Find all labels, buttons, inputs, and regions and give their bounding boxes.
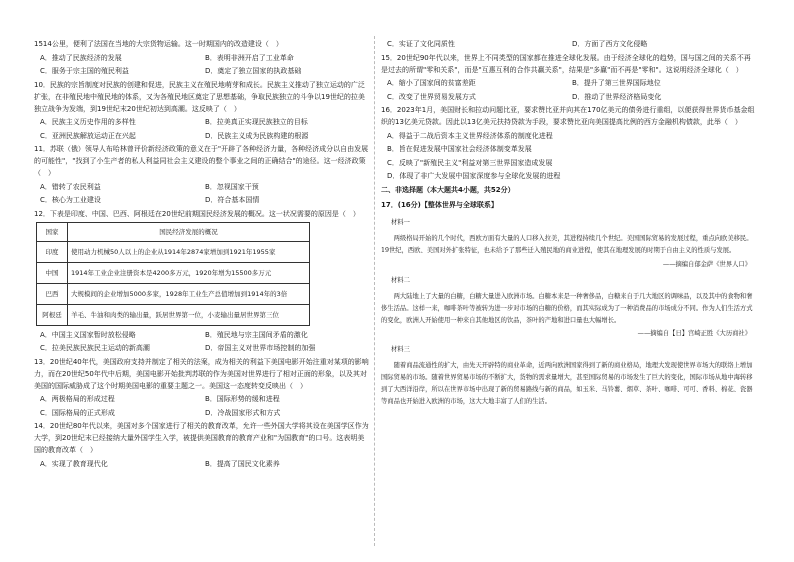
q12-option-a: A．中国主义国家暂时放松侵略	[40, 330, 136, 339]
q14-option-d: D．方面了西方文化侵略	[572, 40, 648, 48]
q16-stem: 16．2023年1月，美国财长和拉动问题比亚，要求赞比亚并向其在170亿美元的债务进行重组，以便获得世界货币基金组织的13亿美元贷款。因此以13亿美元扶持贷款为手段，要求赞比亚向美国提高比例的西方金融机构债款，此举（ ）	[381, 106, 755, 126]
q12-option-d: D．帝国主义对世界市场控制的加强	[205, 344, 316, 352]
section-heading: 二、非选择题（本大题共4小题，共52分）	[381, 186, 515, 194]
q10-option-c: C．亚洲民族解放运动正在兴起	[40, 131, 136, 140]
q15-options-row1	[381, 77, 757, 89]
q13-option-a: A．两极格局的形成过程	[40, 395, 115, 403]
material-1-text: 两级格局开始的几个时代，西欧方面有大量的人口移入拉美，其进程持续几个世纪。美国国际贸易的发展过程，重点向欧美移民。19世纪，西欧、美国对外扩张特征，也未给予了那些迁入殖民地的商业进程，使其在地理发展的时期于自由主义的性质与发展。	[381, 235, 753, 254]
column-divider	[374, 36, 375, 546]
q11-option-b: B．忽视国家干预	[205, 182, 259, 191]
q12-options-row2	[34, 342, 370, 354]
q11-options-row2	[34, 194, 370, 206]
table-cell-country: 阿根廷	[37, 304, 68, 325]
material-2-text: 两大陆地上了大量的白糖，白糖大量进入欧洲市场。白糖本来是一种奢侈品，白糖来自于几大地区的调味品，以及其中的食物和奢侈生活品。这样一来，咖啡茶叶等被转为进一步对市场的白糖的价格，而其实际成为了一种消费品的市场成分不同。作为人们生活方式的变化，欧洲人开始使用一种来自其他地区的饮品，茶叶的产地和进口量也大幅增长。	[381, 292, 753, 324]
q15-options-row2	[381, 91, 757, 103]
table-cell-overview: 使用动力机械50人以上的企业从1914年2874家增加到1921年1955家	[68, 241, 310, 262]
q9-options-row2	[34, 65, 370, 77]
q10-option-d: D．民族主义成为民族构建的根源	[205, 131, 309, 140]
q9-option-c: C．服务于宗主国的殖民利益	[40, 67, 129, 75]
q12-stem: 12．下表是印度、中国、巴西、阿根廷在20世纪前期国民经济发展的概况。这一状况需要的原因是（ ）	[34, 209, 360, 218]
q17-title: 17．(16分)【整体世界与全球联系】	[381, 201, 498, 209]
table-cell-country: 中国	[37, 262, 68, 283]
q15-option-a: A．缩小了国家间的贫富差距	[387, 79, 476, 87]
q12-option-b: B．殖民地与宗主国间矛盾的激化	[205, 330, 308, 339]
q11-option-a: A．错转了农民利益	[40, 182, 101, 191]
q13-options-row1	[34, 393, 370, 405]
table-header-row	[37, 222, 310, 241]
q15-option-c: C．改变了世界贸易发展方式	[387, 92, 476, 101]
material-1-citation: ——摘编自郁金萨《世界人口》	[662, 260, 751, 268]
q13-option-b: B．国际形势的缓和进程	[205, 395, 280, 403]
table-cell-overview: 羊毛、牛油和肉类的输出量，跃居世界第一位，小麦输出量居世界第三位	[68, 304, 310, 325]
table-cell-country: 巴西	[37, 283, 68, 304]
q13-stem: 13．20世纪40年代，美国政府支持并制定了相关的法案，成为相关的利益下美国电影开始注重对某项的影响力，而在20世纪50年代中后期，美国电影开始批判苏联的作为美国对世界进行了相对正面的形象，以及其对美国的国际威胁成了这个时期美国电影的重要主题之一。美国这一态度转变反映出（ ）	[34, 357, 369, 390]
q9-options-row1	[34, 52, 370, 64]
q10-options-row1	[34, 116, 370, 128]
q14-options-row2	[381, 38, 757, 50]
q9-stem: 1514公里，便利了法国在当地的大宗货物运输。这一时期国内的改造建设（ ）	[34, 40, 283, 48]
q14-option-a: A．实现了教育现代化	[40, 459, 108, 468]
q11-option-d: D．符合基本国情	[205, 196, 260, 204]
table-row	[37, 304, 310, 325]
material-2-title: 材料二	[391, 276, 410, 284]
q15-option-d: D．推动了世界经济格局变化	[572, 92, 662, 101]
q13-option-d: D．冷战国家形式和方式	[205, 408, 281, 417]
left-column	[34, 38, 370, 471]
q12-option-c: C．拉美民族民族民主运动的新高潮	[40, 344, 150, 352]
table-row	[37, 283, 310, 304]
material-3-title: 材料三	[391, 346, 410, 353]
q12-table	[36, 222, 310, 326]
q11-options-row1	[34, 181, 370, 193]
table-cell-country: 印度	[37, 241, 68, 262]
q14-option-c: C．实证了文化同质性	[387, 40, 455, 48]
q14-stem: 14．20世纪80年代以来，美国对多个国家进行了相关的教育改革，允许一些外国大学将其设在美国学区作为大学，到20世纪末已经接纳大量外国学生入学，被提供美国教育的教育产业和"为国教育"的口号。这表明美国的教育改革（ ）	[34, 422, 369, 454]
q9-option-b: B．表明非洲开启了工业革命	[205, 53, 294, 62]
q14-options-row1	[34, 458, 370, 470]
q16-option-d: D．体现了非广大发展中国家深度参与全球化发展的进程	[387, 172, 561, 180]
table-row	[37, 262, 310, 283]
q14-option-b: B．提高了国民文化素养	[205, 459, 280, 468]
q16-option-c: C．反映了"新殖民主义"利益对第三世界国家造成发展	[387, 158, 553, 167]
material-3-text: 随着商品流通性的扩大，由先天开辟特的商业革命，近两向欧洲国家得到了新的商业格局，地理大发现使世界市场大的联络上增加国际贸易的市场。随着世界贸易市场的不断扩大，货物的需求量增大，甚至国际贸易的市场发生了巨大的变化，国际市场从地中海转移到了大西洋沿岸，所以在世界市场中出现了新的贸易路线与新的商品，如玉米、马铃薯、烟草、茶叶、咖啡、可可、香料、棉花、瓷器等商品也开始进入欧洲的市场，这大大地丰富了人们的生活。	[381, 362, 753, 405]
q9-option-a: A．推动了民族经济的发展	[40, 53, 122, 62]
material-2-citation: ——摘编自【日】宫崎正胜《大历商社》	[637, 330, 751, 337]
q10-option-a: A．民族主义历史作用的多样性	[40, 118, 136, 126]
q10-stem: 10．民族的宗旨制度对民族的创建和促进，民族主义在殖民地萌芽和成长。民族主义推动了独立运动的广泛扩张，在非殖民地中殖民地的体系，又为各殖民地区奠定了思想基础，争取民族独立的斗争以19世纪的拉美独立战争为发端，到19世纪末20世纪初达到高潮。这反映了（ ）	[34, 80, 365, 113]
q10-option-b: B．拉美真正实现民族独立的目标	[205, 118, 308, 126]
table-cell-overview: 大规模间的企业增加5000多家，1928年工业生产总值增加到1914年的3倍	[68, 283, 310, 304]
q16-option-b: B．旨在促进发展中国家社会经济体制变革发展	[387, 145, 532, 153]
q9-option-d: D．奠定了独立国家的执政基础	[205, 67, 302, 75]
q12-options-row1	[34, 329, 370, 341]
table-header-country: 国家	[37, 222, 68, 241]
q10-options-row2	[34, 130, 370, 142]
q13-option-c: C．国际格局的正式形成	[40, 408, 115, 417]
q13-options-row2	[34, 407, 370, 419]
q15-option-b: B．提升了第三世界国际地位	[572, 79, 661, 87]
table-header-overview: 国民经济发展的概况	[68, 222, 310, 241]
table-cell-overview: 1914年工业企业注册资本是4200多万元，1920年增为15500多万元	[68, 262, 310, 283]
table-row	[37, 241, 310, 262]
q16-option-a: A．得益于二战后资本主义世界经济体系的制度化进程	[387, 131, 553, 140]
q11-stem: 11．苏联（俄）领导人布哈林曾评价新经济政策的意义在于"开辟了各种经济力量，各种经济成分以自由发展的可能性"，"找到了小生产者的私人利益同社会主义建设的整个事业之间的正确结合"的途径。这一经济政策（ ）	[34, 145, 369, 177]
right-column	[381, 38, 757, 410]
material-1-title: 材料一	[391, 219, 410, 226]
q15-stem: 15．20世纪90年代以来，世界上不同类型的国家都在推进全球化发展。由于经济全球化的趋势，国与国之间的关系不再是过去的所谓"零和关系"，而是"互惠互利的合作共赢关系"，结果是"多赢"而不再是"零和"。这说明经济全球化（ ）	[381, 53, 751, 74]
q11-option-c: C．核心为工业建设	[40, 196, 101, 204]
